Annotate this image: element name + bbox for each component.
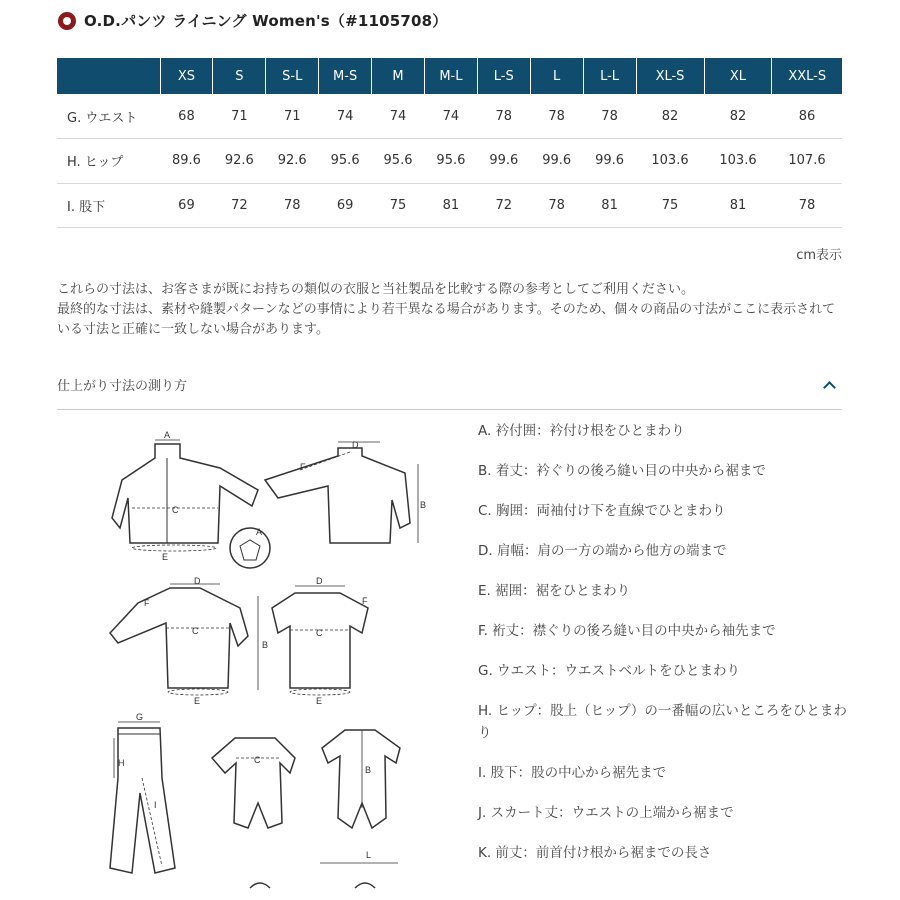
column-header: S-L — [266, 58, 319, 94]
column-header: XS — [160, 58, 213, 94]
svg-text:F: F — [300, 462, 306, 472]
table-cell: 95.6 — [319, 139, 372, 184]
svg-text:E: E — [162, 552, 169, 562]
jacket-back-figure — [265, 440, 426, 543]
measurement-diagram — [100, 418, 440, 900]
row-label: H. ヒップ — [57, 139, 160, 184]
partial-figures — [250, 850, 398, 888]
svg-text:D: D — [352, 440, 359, 450]
romper-back-figure — [322, 730, 400, 828]
svg-text:E: E — [194, 696, 201, 706]
unit-label: cm表示 — [796, 248, 842, 263]
table-cell: 95.6 — [424, 139, 477, 184]
table-cell: 74 — [372, 94, 425, 139]
column-header: L — [530, 58, 583, 94]
svg-text:I: I — [154, 800, 157, 810]
accordion-label: 仕上がり寸法の測り方 — [57, 379, 188, 394]
table-cell: 82 — [636, 94, 704, 139]
measurement-legend — [478, 420, 848, 882]
svg-text:G: G — [136, 712, 144, 722]
table-cell: 78 — [772, 183, 842, 228]
table-cell: 75 — [372, 183, 425, 228]
table-row — [57, 94, 842, 139]
table-cell: 72 — [213, 183, 266, 228]
note-line: これらの寸法は、お客さまが既にお持ちの類似の衣服と当社製品を比較する際の参考としてご利用ください。 — [57, 282, 695, 297]
table-cell: 75 — [636, 183, 704, 228]
table-cell: 103.6 — [636, 139, 704, 184]
svg-text:D: D — [316, 576, 323, 586]
column-header: XL — [704, 58, 772, 94]
size-table-header — [57, 58, 842, 94]
table-cell: 74 — [319, 94, 372, 139]
measurement-guide-accordion[interactable] — [57, 360, 842, 410]
column-header: M — [372, 58, 425, 94]
svg-text:H: H — [118, 758, 125, 768]
romper-front-figure — [212, 738, 295, 828]
table-cell: 78 — [583, 94, 636, 139]
svg-text:F: F — [362, 596, 368, 606]
table-cell: 92.6 — [266, 139, 319, 184]
table-cell: 89.6 — [160, 139, 213, 184]
legend-item: G. ウエスト：ウエストベルトをひとまわり — [478, 663, 741, 679]
legend-item: J. スカート丈：ウエストの上端から裾まで — [478, 805, 734, 821]
legend-item: H. ヒップ：股上（ヒップ）の一番幅の広いところをひとまわり — [478, 703, 847, 741]
legend-item: I. 股下：股の中心から裾先まで — [478, 765, 667, 781]
size-table — [57, 58, 842, 228]
svg-text:C: C — [192, 626, 199, 636]
svg-text:B: B — [420, 500, 427, 510]
table-cell: 86 — [772, 94, 842, 139]
table-cell: 95.6 — [372, 139, 425, 184]
product-title: O.D.パンツ ライニング Women's（#1105708） — [84, 12, 448, 30]
table-cell: 81 — [424, 183, 477, 228]
svg-text:B: B — [262, 640, 269, 650]
chevron-up-icon[interactable] — [823, 381, 836, 394]
table-row — [57, 183, 842, 228]
table-cell: 99.6 — [530, 139, 583, 184]
table-cell: 92.6 — [213, 139, 266, 184]
svg-text:C: C — [172, 505, 179, 515]
legend-item: K. 前丈：前首付け根から裾までの長さ — [478, 845, 712, 861]
table-cell: 78 — [266, 183, 319, 228]
page-title — [58, 10, 448, 31]
svg-text:A: A — [256, 527, 263, 537]
svg-text:C: C — [316, 628, 323, 638]
legend-item: C. 胸囲：両袖付け下を直線でひとまわり — [478, 503, 726, 519]
legend-item: D. 肩幅：肩の一方の端から他方の端まで — [478, 543, 727, 559]
legend-item: A. 衿付囲：衿付け根をひとまわり — [478, 423, 685, 439]
bullet-circle-icon — [58, 12, 76, 30]
table-cell: 81 — [704, 183, 772, 228]
column-header: M-S — [319, 58, 372, 94]
table-cell: 68 — [160, 94, 213, 139]
table-cell: 78 — [477, 94, 530, 139]
row-label: I. 股下 — [57, 183, 160, 228]
size-note — [57, 280, 847, 340]
column-header: L-L — [583, 58, 636, 94]
svg-text:L: L — [366, 850, 372, 860]
column-header: XL-S — [636, 58, 704, 94]
svg-text:C: C — [254, 755, 261, 765]
table-cell: 69 — [319, 183, 372, 228]
legend-item: E. 裾囲：裾をひとまわり — [478, 583, 631, 599]
table-row — [57, 139, 842, 184]
column-header: XXL-S — [772, 58, 842, 94]
svg-text:D: D — [194, 576, 201, 586]
table-cell: 99.6 — [583, 139, 636, 184]
table-cell: 99.6 — [477, 139, 530, 184]
pants-figure — [110, 712, 175, 873]
table-cell: 74 — [424, 94, 477, 139]
column-header: L-S — [477, 58, 530, 94]
svg-text:B: B — [365, 765, 372, 775]
table-cell: 82 — [704, 94, 772, 139]
header-corner — [57, 58, 160, 94]
legend-item: B. 着丈：衿ぐりの後ろ縫い目の中央から裾まで — [478, 463, 766, 479]
table-cell: 103.6 — [704, 139, 772, 184]
longsleeve-front-figure — [110, 576, 248, 706]
svg-text:A: A — [164, 430, 171, 440]
table-cell: 78 — [530, 183, 583, 228]
jacket-front-figure — [112, 430, 258, 562]
table-cell: 71 — [266, 94, 319, 139]
column-header: S — [213, 58, 266, 94]
table-cell: 107.6 — [772, 139, 842, 184]
collar-detail-figure — [230, 527, 270, 568]
column-header: M-L — [424, 58, 477, 94]
table-cell: 72 — [477, 183, 530, 228]
table-cell: 81 — [583, 183, 636, 228]
svg-text:E: E — [316, 696, 323, 706]
table-cell: 78 — [530, 94, 583, 139]
legend-item: F. 裄丈：襟ぐりの後ろ縫い目の中央から袖先まで — [478, 623, 776, 639]
tshirt-back-figure — [258, 576, 368, 706]
note-line: 最終的な寸法は、素材や縫製パターンなどの事情により若干異なる場合があります。そのため、個々の商品の寸法がここに表示されている寸法と正確に一致しない場合があります。 — [57, 302, 836, 337]
row-label: G. ウエスト — [57, 94, 160, 139]
svg-text:F: F — [144, 598, 150, 608]
table-cell: 71 — [213, 94, 266, 139]
table-cell: 69 — [160, 183, 213, 228]
